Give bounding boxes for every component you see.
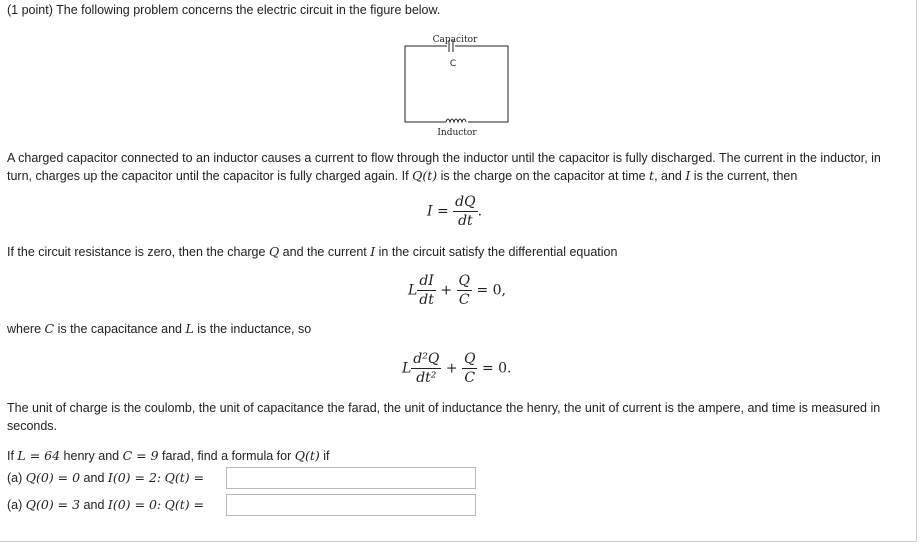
paragraph-resistance: If the circuit resistance is zero, then the charge Q and the current I in the circuit satisfy the differential equation [7, 244, 618, 259]
part-a1-label: (a) Q(0) = 0 and I(0) = 2: Q(t) = [7, 470, 205, 485]
paragraph-charging: A charged capacitor connected to an inductor causes a current to flow through the inductor until the capacitor is fully discharged. The current in the inductor, in turn, charges up the capacitor until the capacitor is fully charged again. If Q(t) is the charge on the capacitor at time t, and I is the current, then [7, 151, 881, 183]
answer-input-a1[interactable] [226, 467, 476, 489]
given-values: If L = 64 henry and C = 9 farad, find a formula for Q(t) if [7, 448, 330, 463]
paragraph-units: The unit of charge is the coulomb, the unit of capacitance the farad, the unit of inductance the henry, the unit of current is the ampere, and time is measured in seconds. [7, 401, 881, 433]
inductor-label: Inductor [437, 128, 477, 136]
capacitor-symbol: C [449, 59, 457, 69]
part-a2-label: (a) Q(0) = 3 and I(0) = 0: Q(t) = [7, 497, 205, 512]
paragraph-where: where C is the capacitance and L is the inductance, so [7, 321, 312, 336]
capacitor-label: Capacitor [432, 35, 478, 45]
circuit-diagram [403, 32, 511, 136]
circuit-figure [403, 32, 511, 136]
problem-intro: (1 point) The following problem concerns the electric circuit in the figure below. [7, 3, 441, 17]
equation-current: I = $\frac{dQ}{dt}$ . [427, 194, 483, 229]
equation-second-order: L $\frac{\text{d²Q}}{\text{dt²}}$ + $\frac{Q}{C}$ = 0. [402, 351, 512, 386]
answer-input-a2[interactable] [226, 494, 476, 516]
equation-differential: L $\frac{dI}{dt}$ + $\frac{Q}{C}$ = 0, [408, 273, 507, 308]
